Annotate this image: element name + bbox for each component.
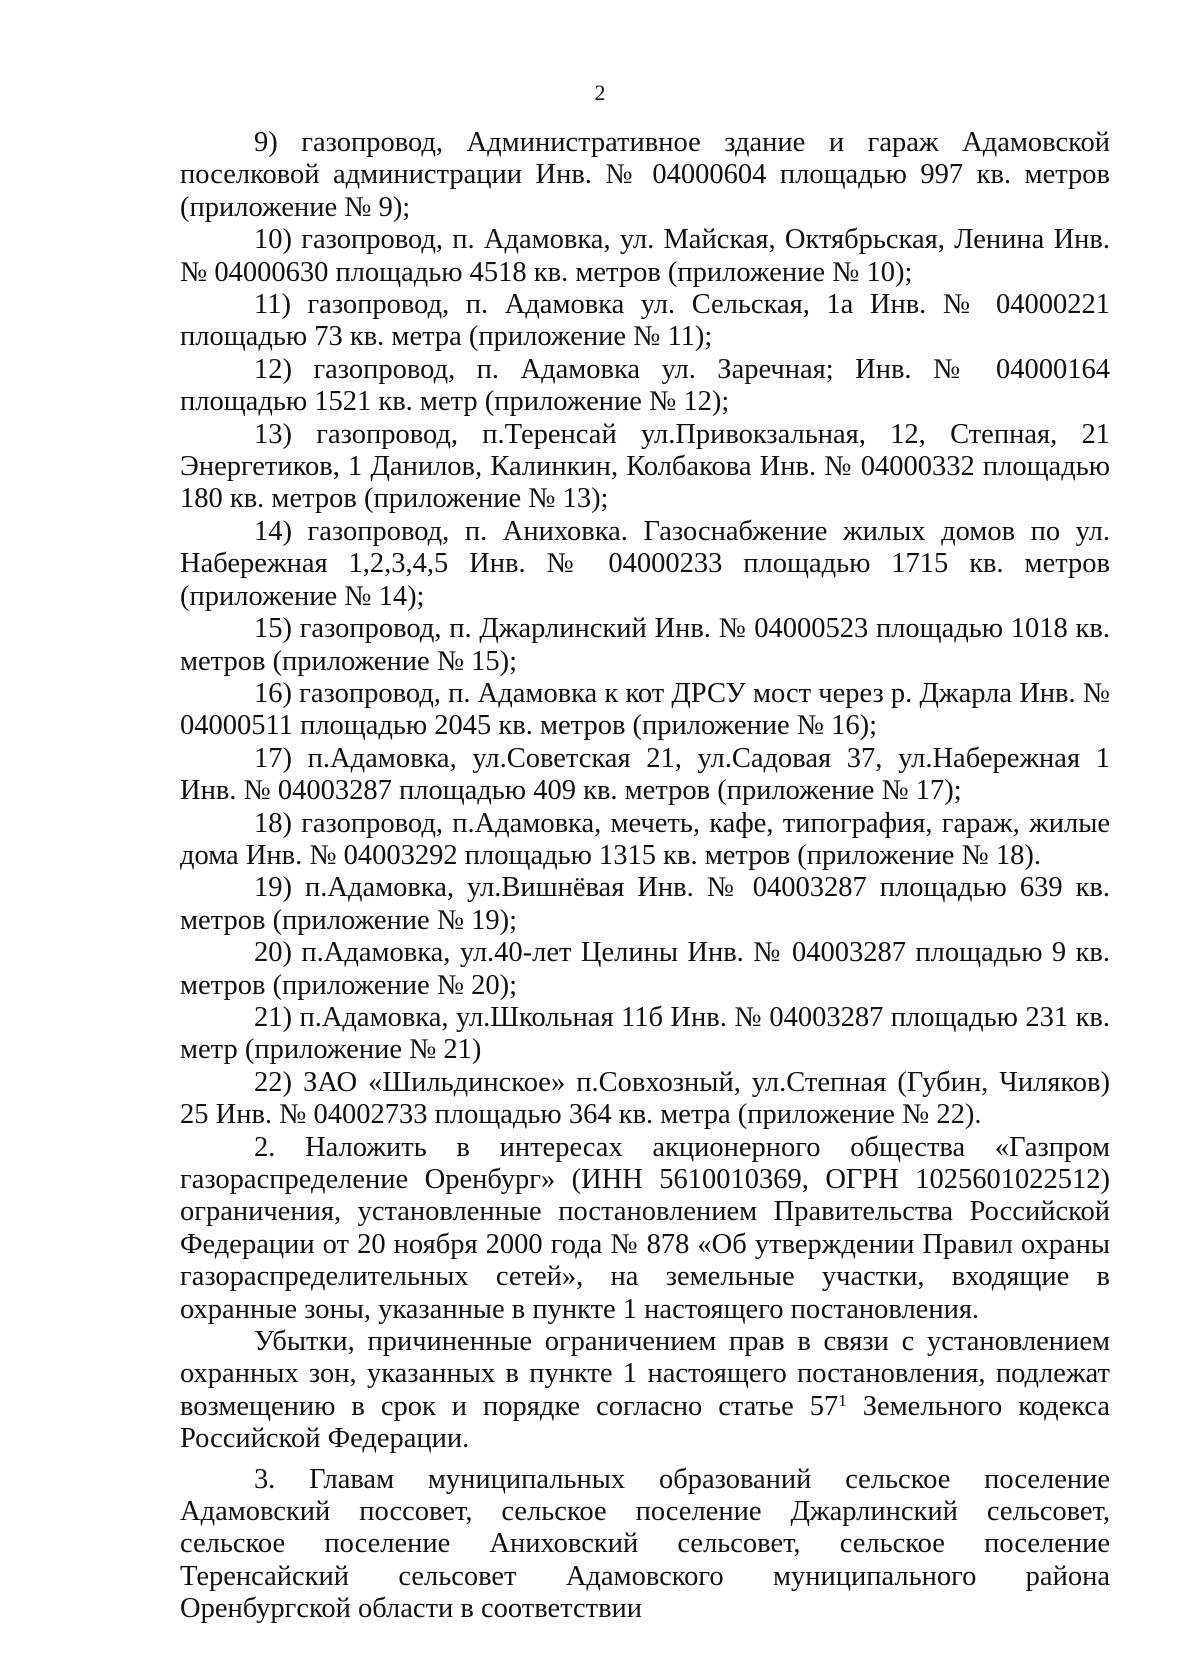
list-item-20: 20) п.Адамовка, ул.40-лет Целины Инв. № 04003287 площадью 9 кв. метров (приложение № 20); — [180, 937, 1110, 1001]
list-item-16: 16) газопровод, п. Адамовка к кот ДРСУ мост через р. Джарла Инв. № 04000511 площадью 2045 кв. метров (приложение № 16); — [180, 677, 1110, 742]
list-item-9: 9) газопровод, Административное здание и гараж Адамовской поселковой администрации Инв. № 04000604 площадью 997 кв. метров (приложение № 9); — [180, 127, 1110, 223]
paragraph-losses — [180, 1326, 1110, 1456]
list-item-13: 13) газопровод, п.Теренсай ул.Привокзальная, 12, Степная, 21 Энергетиков, 1 Данилов, Калинкин, Колбакова Инв. № 04000332 площадью 180 кв. метров (приложение № 13); — [180, 418, 1110, 515]
paragraph-3-heads: 3. Главам муниципальных образований сельское поселение Адамовский поссовет, сельское поселение Джарлинский сельсовет, сельское поселение Аниховский сельсовет, сельское поселение Теренсайский сельсовет Адамовского муниципального района Оренбургской области в соответствии — [180, 1463, 1110, 1625]
list-item-19: 19) п.Адамовка, ул.Вишнёвая Инв. № 04003287 площадью 639 кв. метров (приложение № 19); — [180, 872, 1110, 936]
list-item-10: 10) газопровод, п. Адамовка, ул. Майская, Октябрьская, Ленина Инв. № 04000630 площадью 4518 кв. метров (приложение № 10); — [180, 224, 1110, 288]
list-item-17: 17) п.Адамовка, ул.Советская 21, ул.Садовая 37, ул.Набережная 1 Инв. № 04003287 площадью 409 кв. метров (приложение № 17); — [180, 742, 1110, 807]
article-superscript: 1 — [838, 1390, 847, 1410]
page-number: 2 — [594, 80, 606, 105]
list-item-14: 14) газопровод, п. Аниховка. Газоснабжение жилых домов по ул. Набережная 1,2,3,4,5 Инв. № 04000233 площадью 1715 кв. метров (приложение № 14); — [180, 515, 1110, 612]
list-item-18: 18) газопровод, п.Адамовка, мечеть, кафе, типография, гараж, жилые дома Инв. № 04003292 площадью 1315 кв. метров (приложение № 18). — [180, 807, 1110, 871]
paragraph-2-restrictions: 2. Наложить в интересах акционерного общества «Газпром газораспределение Оренбург» (ИНН 5610010369, ОГРН 1025601022512) ограничения, установленные постановлением Правительства Российской Федерации от 20 ноября 2000 года № 878 «Об утверждении Правил охраны газораспределительных сетей», на земельные участки, входящие в охранные зоны, указанные в пункте 1 настоящего постановления. — [180, 1131, 1110, 1325]
list-item-12: 12) газопровод, п. Адамовка ул. Заречная; Инв. № 04000164 площадью 1521 кв. метр (приложение № 12); — [180, 353, 1110, 418]
losses-text: Убытки, причиненные ограничением прав в связи с установлением охранных зон, указанных в пункте 1 настоящего постановления, подлежат возмещению в срок и порядке согласно статье 57 — [180, 1326, 1110, 1422]
list-item-11: 11) газопровод, п. Адамовка ул. Сельская, 1а Инв. № 04000221 площадью 73 кв. метра (приложение № 11); — [180, 289, 1110, 353]
list-item-22: 22) ЗАО «Шильдинское» п.Совхозный, ул.Степная (Губин, Чиляков) 25 Инв. № 04002733 площадью 364 кв. метра (приложение № 22). — [180, 1066, 1110, 1131]
list-item-15: 15) газопровод, п. Джарлинский Инв. № 04000523 площадью 1018 кв. метров (приложение № 15); — [180, 613, 1110, 677]
list-item-21: 21) п.Адамовка, ул.Школьная 11б Инв. № 04003287 площадью 231 кв. метр (приложение № 21) — [180, 1001, 1110, 1066]
losses-text-end: Земельного кодекса Российской Федерации. — [180, 1390, 1111, 1455]
document-body — [180, 127, 1110, 1626]
